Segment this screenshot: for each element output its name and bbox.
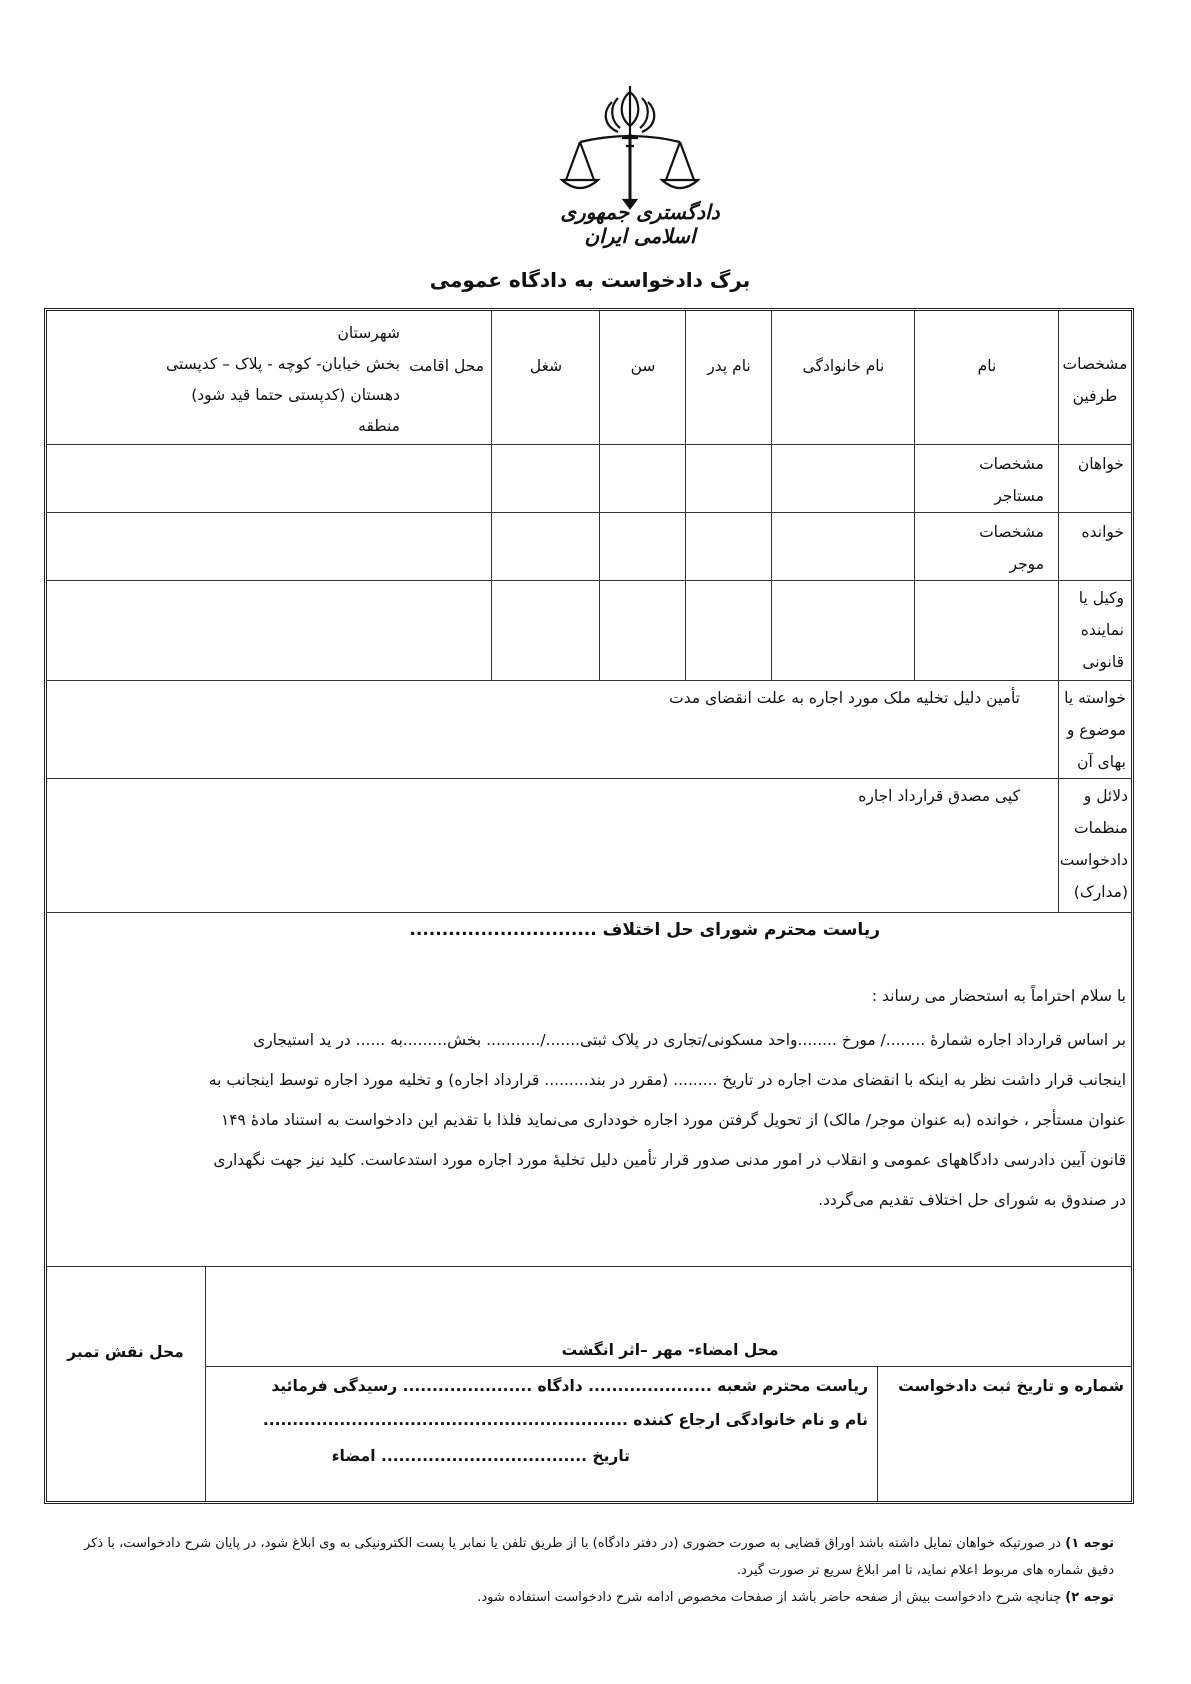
row-divider	[46, 912, 1132, 913]
row-divider	[46, 580, 1132, 581]
col-divider	[771, 310, 772, 680]
col-divider	[914, 310, 915, 680]
claim-label: خواسته یا موضوع و بهای آن	[1064, 689, 1126, 771]
header-family-name: نام خانوادگی	[802, 357, 885, 375]
letter-body: بر اساس قرارداد اجاره شمارۀ ......../ مورخ ........واحد مسکونی/تجاری در پلاک ثبتی......./........... بخش.........به ...... در ید استیجاری اینجانب قرار داشت نظر به اینکه با انقضای مدت اجاره در تاریخ ......... (مقرر در بند......... قرارداد اجاره) و تخلیه مورد اجاره توسط اینجانب به عنوان مستأجر ، خوانده (به عنوان موجر/ مالک) از تحویل گرفتن مورد اجاره خودداری می‌نماید فلذا با تقدیم این دادخواست به استناد مادۀ ۱۴۹ قانون آیین دادرسی دادگاههای عمومی و انقلاب در امور مدنی صدور قرار تأمین دلیل تخلیۀ مورد اجاره مورد استدعاست. کلید نیز جهت نگهداری در صندوق به شورای حل اختلاف تقدیم می‌گردد.	[208, 1031, 1126, 1209]
letter-salutation: ریاست محترم شورای حل اختلاف .............................	[409, 920, 880, 940]
header-residence-details: شهرستان بخش خیابان- کوچه - پلاک – کدپستی دهستان (کدپستی حتما قید شود) منطقه	[166, 324, 400, 435]
row-divider	[46, 680, 1132, 681]
row-divider	[205, 1366, 1132, 1367]
form-title: برگ دادخواست به دادگاه عمومی	[429, 268, 751, 292]
notes	[84, 1530, 1114, 1611]
header-age: سن	[630, 357, 656, 375]
col-divider	[877, 1366, 878, 1502]
referrer-line: نام و نام خانوادگی ارجاع کننده ..............................................................	[262, 1411, 868, 1429]
attorney-label: وکیل یا نماینده قانونی	[1078, 589, 1124, 671]
col-divider	[491, 310, 492, 680]
header-father-name: نام پدر	[707, 357, 751, 375]
note-2: توجه ۲) چنانچه شرح دادخواست بیش از صفحه حاضر باشد از صفحات مخصوص ادامه شرح دادخواست استفاده شود.	[477, 1590, 1114, 1605]
evidence-value: کپی مصدق قرارداد اجاره	[858, 787, 1020, 805]
row-divider	[46, 778, 1132, 779]
emblem-caption: دادگستری جمهوری اسلامی ایران	[560, 200, 720, 248]
note-1: توجه ۱) در صورتیکه خواهان تمایل داشته باشد اوراق قضایی به صورت حضوری (در دفتر دادگاه) یا از طریق تلفن یا نمابر یا پست الکترونیکی به وی ابلاغ شود، در پایان شرح دادخواست، با ذکر دقیق شماره های مربوط اعلام نماید، تا امر ابلاغ سریع تر صورت گیرد.	[84, 1536, 1115, 1578]
stamp-place-label: محل نقش تمبر	[67, 1343, 184, 1361]
col-divider	[205, 1266, 206, 1502]
registration-label: شماره و تاریخ ثبت دادخواست	[898, 1377, 1124, 1395]
row-divider	[46, 444, 1132, 445]
col-divider	[685, 310, 686, 680]
header-occupation: شغل	[529, 357, 563, 375]
defendant-label: خوانده	[1081, 523, 1124, 541]
referral-line: ریاست محترم شعبه ..................... دادگاه ...................... رسیدگی فرمائید	[271, 1377, 868, 1395]
row-divider	[46, 1266, 1132, 1267]
date-signature-line: تاریخ ................................... امضاء	[331, 1447, 630, 1465]
col-divider	[1058, 310, 1059, 912]
signature-place-label: محل امضاء- مهر –اثر انگشت	[561, 1341, 779, 1359]
header-parties-spec: مشخصات طرفین	[1062, 355, 1128, 405]
claim-value: تأمین دلیل تخلیه ملک مورد اجاره به علت انقضای مدت	[669, 689, 1020, 707]
header-residence-label: محل اقامت	[409, 357, 484, 375]
plaintiff-name-cell: مشخصات مستاجر	[979, 455, 1044, 505]
header-name: نام	[977, 357, 997, 375]
col-divider	[599, 310, 600, 680]
defendant-name-cell: مشخصات موجر	[979, 523, 1044, 573]
letter-greeting: با سلام احتراماً به استحضار می رساند :	[871, 987, 1126, 1005]
plaintiff-label: خواهان	[1077, 455, 1124, 473]
row-divider	[46, 512, 1132, 513]
evidence-label: دلائل و منظمات دادخواست (مدارک)	[1059, 787, 1128, 901]
